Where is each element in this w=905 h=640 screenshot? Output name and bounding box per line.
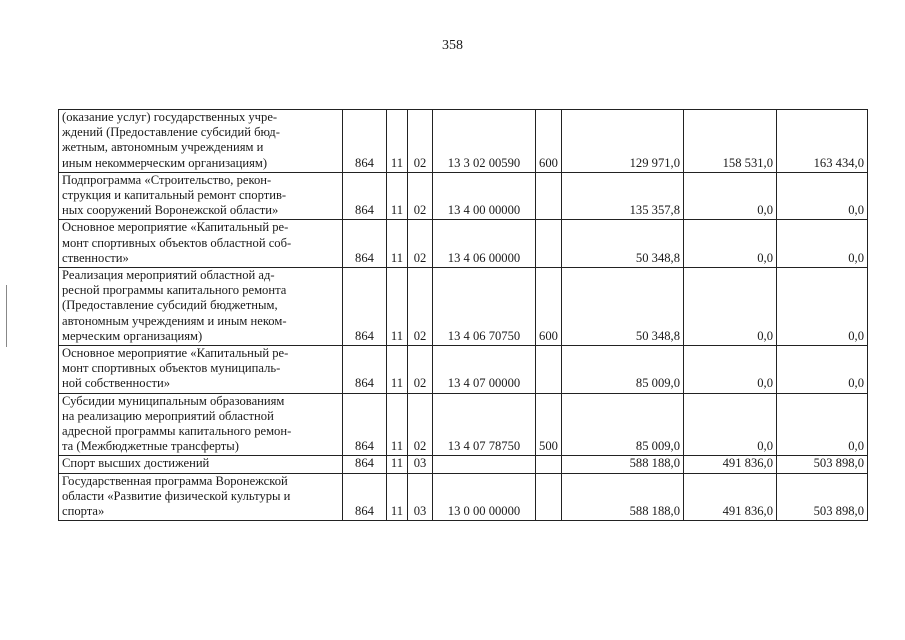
row-name-line: адресной программы капитального ремон-	[62, 424, 292, 439]
row-expense-type: 500	[536, 393, 562, 456]
page-number: 358	[442, 38, 463, 53]
table-row	[59, 473, 868, 521]
row-amount-year2: 0,0	[684, 268, 777, 346]
row-name-line: Реализация мероприятий областной ад-	[62, 268, 275, 283]
row-subsection-code: 02	[408, 220, 433, 268]
row-name-line: ждений (Предоставление субсидий бюд-	[62, 125, 280, 140]
row-name-line: жетным, автономным учреждениям и	[62, 140, 264, 155]
row-target-article: 13 4 00 00000	[433, 172, 536, 220]
row-section-code: 11	[387, 268, 408, 346]
row-target-article: 13 4 06 00000	[433, 220, 536, 268]
row-amount-year3: 0,0	[777, 346, 868, 394]
row-amount-year2: 491 836,0	[684, 456, 777, 473]
row-amount-year2: 0,0	[684, 220, 777, 268]
row-expense-type	[536, 473, 562, 521]
row-section-code: 11	[387, 393, 408, 456]
row-amount-year1: 588 188,0	[562, 456, 684, 473]
row-target-article: 13 0 00 00000	[433, 473, 536, 521]
row-name	[59, 172, 343, 220]
row-section-code: 11	[387, 110, 408, 173]
row-expense-type	[536, 456, 562, 473]
row-amount-year1: 588 188,0	[562, 473, 684, 521]
row-name-line: (Предоставление субсидий бюджетным,	[62, 298, 278, 313]
row-amount-year3: 503 898,0	[777, 473, 868, 521]
row-name-line: Основное мероприятие «Капитальный ре-	[62, 220, 289, 235]
row-name-line: струкция и капитальный ремонт спортив-	[62, 188, 287, 203]
row-section-code: 11	[387, 172, 408, 220]
row-target-article: 13 4 06 70750	[433, 268, 536, 346]
row-admin-code: 864	[343, 110, 387, 173]
row-expense-type: 600	[536, 268, 562, 346]
row-name	[59, 346, 343, 394]
row-name-line: иным некоммерческим организациям)	[62, 155, 268, 170]
row-amount-year3: 0,0	[777, 172, 868, 220]
row-admin-code: 864	[343, 456, 387, 473]
row-section-code: 11	[387, 220, 408, 268]
row-expense-type	[536, 220, 562, 268]
row-amount-year3: 0,0	[777, 393, 868, 456]
row-amount-year1: 50 348,8	[562, 268, 684, 346]
row-name-line: ственности»	[62, 250, 129, 265]
row-name-line: на реализацию мероприятий областной	[62, 408, 274, 423]
row-name-line: монт спортивных объектов муниципаль-	[62, 361, 281, 376]
row-amount-year2: 158 531,0	[684, 110, 777, 173]
row-amount-year1: 129 971,0	[562, 110, 684, 173]
row-name-line: ных сооружений Воронежской области»	[62, 203, 279, 218]
row-amount-year1: 50 348,8	[562, 220, 684, 268]
row-admin-code: 864	[343, 172, 387, 220]
table-row	[59, 393, 868, 456]
row-amount-year3: 0,0	[777, 268, 868, 346]
row-name	[59, 456, 343, 473]
row-amount-year1: 85 009,0	[562, 393, 684, 456]
row-name-line: Подпрограмма «Строительство, рекон-	[62, 172, 272, 187]
row-admin-code: 864	[343, 393, 387, 456]
row-name-line: Государственная программа Воронежской	[62, 473, 288, 488]
row-name	[59, 110, 343, 173]
row-name-line: та (Межбюджетные трансферты)	[62, 439, 239, 454]
row-name	[59, 268, 343, 346]
row-section-code: 11	[387, 346, 408, 394]
row-name	[59, 220, 343, 268]
table-row	[59, 220, 868, 268]
row-name-line: Основное мероприятие «Капитальный ре-	[62, 346, 289, 361]
row-admin-code: 864	[343, 220, 387, 268]
table-row	[59, 172, 868, 220]
row-admin-code: 864	[343, 473, 387, 521]
row-name-line: ной собственности»	[62, 376, 170, 391]
row-subsection-code: 03	[408, 473, 433, 521]
row-expense-type: 600	[536, 110, 562, 173]
row-name-line: ресной программы капитального ремонта	[62, 283, 287, 298]
row-amount-year3: 503 898,0	[777, 456, 868, 473]
row-admin-code: 864	[343, 346, 387, 394]
row-name	[59, 473, 343, 521]
row-amount-year2: 0,0	[684, 346, 777, 394]
row-amount-year1: 85 009,0	[562, 346, 684, 394]
row-name-line: Спорт высших достижений	[62, 456, 210, 471]
row-amount-year2: 0,0	[684, 172, 777, 220]
row-name	[59, 393, 343, 456]
row-subsection-code: 02	[408, 393, 433, 456]
row-name-line: автономным учреждениям и иным неком-	[62, 313, 287, 328]
budget-table	[58, 109, 868, 521]
table-row	[59, 110, 868, 173]
row-target-article: 13 4 07 78750	[433, 393, 536, 456]
row-subsection-code: 02	[408, 268, 433, 346]
row-expense-type	[536, 346, 562, 394]
row-name-line: мерческим организациям)	[62, 328, 203, 343]
row-amount-year3: 163 434,0	[777, 110, 868, 173]
row-section-code: 11	[387, 456, 408, 473]
row-target-article: 13 3 02 00590	[433, 110, 536, 173]
table-row	[59, 346, 868, 394]
row-name-line: Субсидии муниципальным образованиям	[62, 393, 285, 408]
row-amount-year2: 491 836,0	[684, 473, 777, 521]
row-subsection-code: 02	[408, 110, 433, 173]
row-section-code: 11	[387, 473, 408, 521]
row-admin-code: 864	[343, 268, 387, 346]
table-row	[59, 268, 868, 346]
row-expense-type	[536, 172, 562, 220]
row-target-article	[433, 456, 536, 473]
row-amount-year2: 0,0	[684, 393, 777, 456]
row-amount-year1: 135 357,8	[562, 172, 684, 220]
row-name-line: спорта»	[62, 504, 105, 519]
row-subsection-code: 02	[408, 346, 433, 394]
margin-mark	[6, 285, 7, 347]
row-target-article: 13 4 07 00000	[433, 346, 536, 394]
row-subsection-code: 02	[408, 172, 433, 220]
row-name-line: (оказание услуг) государственных учре-	[62, 110, 278, 124]
table-row	[59, 456, 868, 473]
row-name-line: монт спортивных объектов областной соб-	[62, 235, 292, 250]
row-amount-year3: 0,0	[777, 220, 868, 268]
row-subsection-code: 03	[408, 456, 433, 473]
row-name-line: области «Развитие физической культуры и	[62, 488, 291, 503]
